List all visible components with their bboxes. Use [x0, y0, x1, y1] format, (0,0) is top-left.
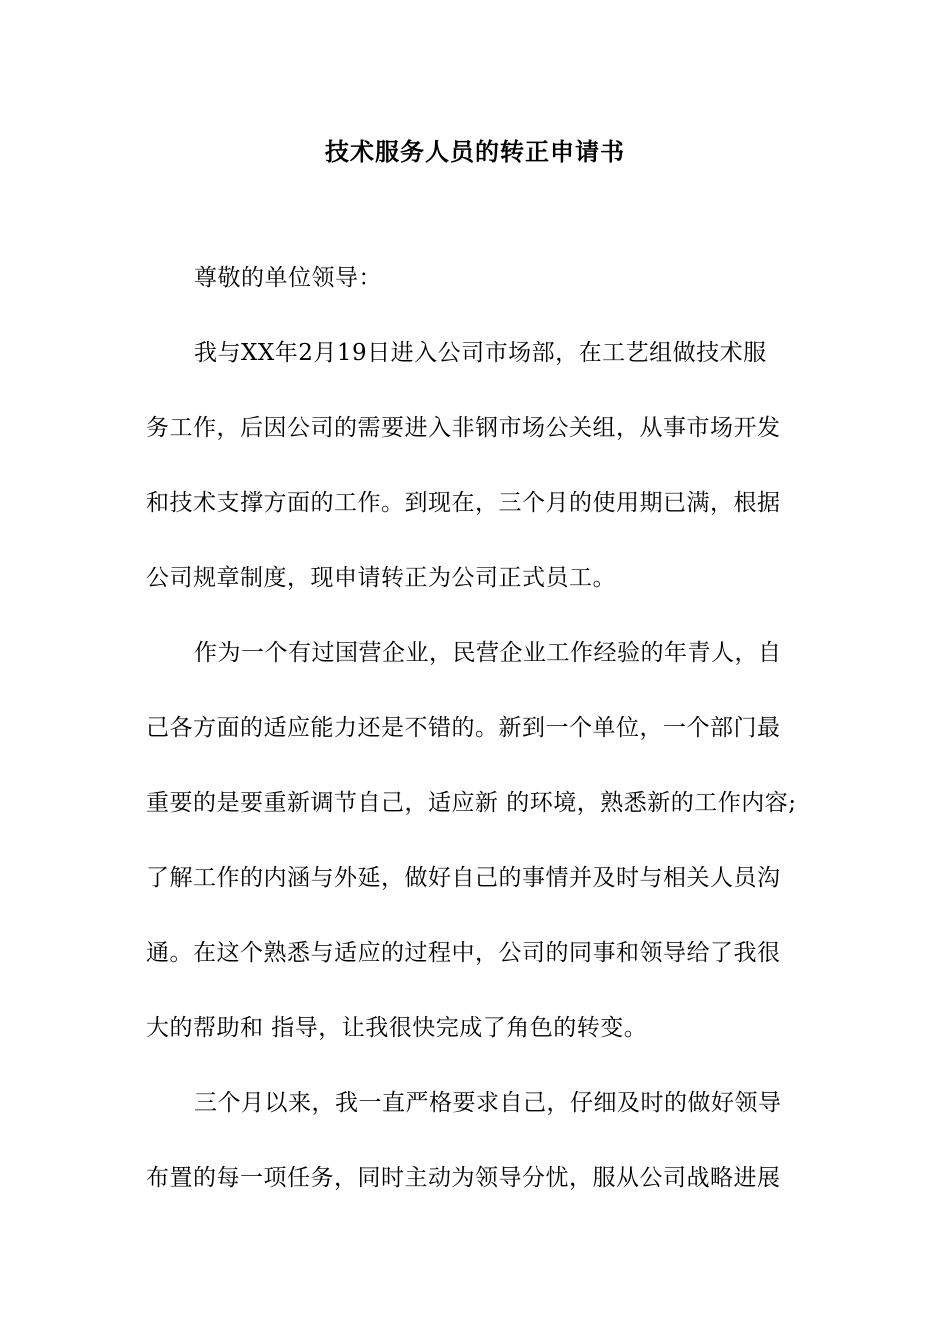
paragraph-3-line-2: 布置的每一项任务，同时主动为领导分忧，服从公司战略进展 [146, 1165, 781, 1191]
paragraph-1-line-3: 和技术支撑方面的工作。到现在，三个月的使用期已满，根据 [146, 490, 781, 516]
salutation: 尊敬的单位领导： [194, 265, 382, 291]
paragraph-2-line-5: 通。在这个熟悉与适应的过程中，公司的同事和领导给了我很 [146, 940, 781, 966]
paragraph-1-line-1: 我与XX年2月19日进入公司市场部，在工艺组做技术服 [194, 340, 767, 366]
paragraph-2-line-1: 作为一个有过国营企业，民营企业工作经验的年青人，自 [194, 640, 782, 666]
paragraph-2-line-2: 己各方面的适应能力还是不错的。新到一个单位，一个部门最 [146, 715, 781, 741]
paragraph-1-line-2: 务工作，后因公司的需要进入非钢市场公关组，从事市场开发 [146, 415, 781, 441]
paragraph-1-line-4: 公司规章制度，现申请转正为公司正式员工。 [146, 565, 616, 591]
paragraph-2-line-4: 了解工作的内涵与外延，做好自己的事情并及时与相关人员沟 [146, 865, 781, 891]
document-title: 技术服务人员的转正申请书 [325, 137, 625, 166]
paragraph-3-line-1: 三个月以来，我一直严格要求自己，仔细及时的做好领导 [194, 1090, 782, 1116]
paragraph-2-line-6: 大的帮助和 指导，让我很快完成了角色的转变。 [146, 1015, 648, 1041]
paragraph-2-line-3: 重要的是要重新调节自己，适应新 的环境，熟悉新的工作内容; [146, 790, 797, 816]
